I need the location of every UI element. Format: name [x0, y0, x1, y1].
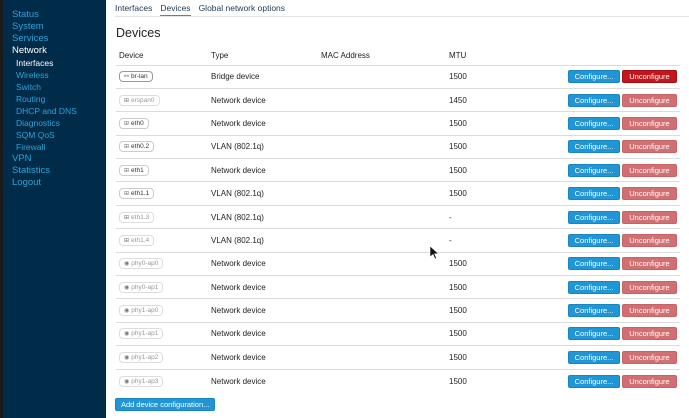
mtu-value: 1500 — [446, 322, 546, 345]
device-name: phy1-ap2 — [131, 353, 159, 361]
mtu-value: 1450 — [446, 88, 546, 111]
mtu-value: 1500 — [446, 135, 546, 158]
device-badge — [119, 71, 153, 82]
device-name: eth1.4 — [131, 236, 150, 244]
configure-button[interactable]: Configure... — [568, 70, 620, 83]
configure-button[interactable]: Configure... — [568, 211, 620, 224]
unconfigure-button[interactable]: Unconfigure — [622, 94, 677, 107]
device-cell — [116, 252, 208, 275]
device-badge — [119, 95, 160, 106]
device-badge — [119, 141, 154, 152]
tab-interfaces[interactable]: Interfaces — [115, 3, 153, 13]
configure-button[interactable]: Configure... — [568, 327, 620, 340]
table-row — [116, 299, 680, 322]
row-actions — [546, 205, 680, 228]
device-cell — [116, 346, 208, 369]
device-badge — [119, 328, 163, 339]
device-type: VLAN (802.1q) — [208, 205, 318, 228]
mtu-value: 1500 — [446, 346, 546, 369]
mac-address — [318, 65, 446, 88]
mac-address — [318, 88, 446, 111]
configure-button[interactable]: Configure... — [568, 281, 620, 294]
row-actions — [546, 88, 680, 111]
nav-item-logout[interactable]: Logout — [12, 177, 42, 188]
configure-button[interactable]: Configure... — [568, 164, 620, 177]
device-badge — [119, 352, 163, 363]
ethernet-port-icon: ⊞ — [124, 97, 130, 104]
device-name: eth0.2 — [131, 143, 150, 151]
mac-address — [318, 205, 446, 228]
device-name: phy1-ap3 — [131, 377, 159, 385]
device-badge — [119, 282, 163, 293]
mtu-value: 1500 — [446, 112, 546, 135]
row-actions — [546, 369, 680, 392]
row-actions — [546, 229, 680, 252]
mac-address — [318, 135, 446, 158]
configure-button[interactable]: Configure... — [568, 94, 620, 107]
mac-address — [318, 112, 446, 135]
main-menu — [12, 9, 77, 189]
unconfigure-button[interactable]: Unconfigure — [622, 117, 677, 130]
device-name: phy0-ap1 — [131, 283, 159, 291]
ethernet-port-icon: ⊞ — [124, 120, 130, 127]
nav-item-firewall[interactable]: Firewall — [16, 142, 46, 152]
device-name: eth1.1 — [131, 190, 150, 198]
tab-global-network-options[interactable]: Global network options — [198, 3, 286, 13]
mtu-value: - — [446, 229, 546, 252]
wifi-icon: ◉ — [124, 331, 130, 338]
mac-address — [318, 276, 446, 299]
table-row — [116, 88, 680, 111]
device-type: Network device — [208, 299, 318, 322]
nav-item-routing[interactable]: Routing — [16, 94, 46, 104]
mtu-value: 1500 — [446, 182, 546, 205]
device-cell — [116, 88, 208, 111]
device-name: phy1-ap0 — [131, 307, 159, 315]
device-name: br-lan — [131, 73, 148, 81]
device-name: phy1-ap1 — [131, 330, 159, 338]
row-actions — [546, 112, 680, 135]
wifi-icon: ◉ — [124, 261, 130, 268]
mac-address — [318, 299, 446, 322]
device-type: Network device — [208, 346, 318, 369]
ethernet-port-icon: ⊞ — [124, 237, 130, 244]
unconfigure-button[interactable]: Unconfigure — [622, 375, 677, 388]
unconfigure-button[interactable]: Unconfigure — [622, 281, 677, 294]
header-type: Type — [211, 51, 229, 61]
ethernet-port-icon: ⊞ — [124, 214, 130, 221]
nav-item-status[interactable]: Status — [12, 9, 39, 20]
row-actions — [546, 182, 680, 205]
unconfigure-button[interactable]: Unconfigure — [622, 70, 677, 83]
row-actions — [546, 346, 680, 369]
nav-item-dhcp-and-dns[interactable]: DHCP and DNS — [16, 106, 77, 116]
wifi-icon: ◉ — [124, 308, 130, 315]
sidebar — [0, 0, 106, 418]
mtu-value: 1500 — [446, 65, 546, 88]
mtu-value: 1500 — [446, 252, 546, 275]
wifi-icon: ◉ — [124, 284, 130, 291]
device-type: Network device — [208, 276, 318, 299]
device-type: Network device — [208, 322, 318, 345]
tab-divider — [115, 16, 689, 17]
device-badge — [119, 305, 163, 316]
mtu-value: 1500 — [446, 299, 546, 322]
mac-address — [318, 322, 446, 345]
unconfigure-button[interactable]: Unconfigure — [622, 211, 677, 224]
configure-button[interactable]: Configure... — [568, 375, 620, 388]
unconfigure-button[interactable]: Unconfigure — [622, 257, 677, 270]
row-actions — [546, 159, 680, 182]
device-badge — [119, 188, 154, 199]
mac-address — [318, 252, 446, 275]
row-actions — [546, 252, 680, 275]
device-cell — [116, 369, 208, 392]
device-cell — [116, 276, 208, 299]
header-actions — [546, 47, 680, 65]
mac-address — [318, 159, 446, 182]
mtu-value: 1500 — [446, 276, 546, 299]
row-actions — [546, 276, 680, 299]
unconfigure-button[interactable]: Unconfigure — [622, 304, 677, 317]
wifi-icon: ◉ — [124, 354, 130, 361]
device-type: Network device — [208, 159, 318, 182]
header-device: Device — [119, 51, 144, 61]
device-badge — [119, 212, 154, 223]
device-type: Network device — [208, 88, 318, 111]
table-row — [116, 369, 680, 392]
nav-item-sqm-qos[interactable]: SQM QoS — [16, 130, 55, 140]
device-cell — [116, 182, 208, 205]
configure-button[interactable]: Configure... — [568, 351, 620, 364]
row-actions — [546, 322, 680, 345]
tab-devices[interactable]: Devices — [160, 3, 190, 17]
device-cell — [116, 322, 208, 345]
unconfigure-button[interactable]: Unconfigure — [622, 187, 677, 200]
nav-item-network[interactable]: Network — [12, 45, 47, 56]
device-name: phy0-ap0 — [131, 260, 159, 268]
mac-address — [318, 229, 446, 252]
ethernet-port-icon: ⊞ — [124, 167, 130, 174]
nav-item-wireless[interactable]: Wireless — [16, 70, 49, 80]
table-row — [116, 112, 680, 135]
unconfigure-button[interactable]: Unconfigure — [622, 234, 677, 247]
mac-address — [318, 182, 446, 205]
mtu-value: - — [446, 205, 546, 228]
device-badge — [119, 118, 149, 129]
table-row — [116, 322, 680, 345]
device-type: Bridge device — [208, 65, 318, 88]
configure-button[interactable]: Configure... — [568, 304, 620, 317]
table-row — [116, 135, 680, 158]
nav-item-vpn[interactable]: VPN — [12, 153, 32, 164]
device-type: VLAN (802.1q) — [208, 229, 318, 252]
unconfigure-button[interactable]: Unconfigure — [622, 140, 677, 153]
device-name: eth1 — [131, 166, 144, 174]
add-device-configuration-button[interactable]: Add device configuration... — [115, 398, 215, 411]
row-actions — [546, 65, 680, 88]
configure-button[interactable]: Configure... — [568, 257, 620, 270]
device-cell — [116, 159, 208, 182]
table-row — [116, 205, 680, 228]
table-row — [116, 159, 680, 182]
table-row — [116, 65, 680, 88]
header-mtu: MTU — [449, 51, 467, 61]
device-cell — [116, 112, 208, 135]
tab-bar — [115, 3, 285, 17]
device-name: erspan0 — [131, 96, 155, 104]
configure-button[interactable]: Configure... — [568, 234, 620, 247]
main-content — [106, 0, 689, 418]
nav-item-services[interactable]: Services — [12, 33, 49, 44]
device-badge — [119, 258, 163, 269]
device-type: Network device — [208, 252, 318, 275]
nav-item-interfaces[interactable]: Interfaces — [16, 58, 54, 68]
table-row — [116, 252, 680, 275]
mtu-value: 1500 — [446, 159, 546, 182]
table-row — [116, 276, 680, 299]
mac-address — [318, 369, 446, 392]
device-cell — [116, 135, 208, 158]
table-row — [116, 346, 680, 369]
header-mac-address: MAC Address — [321, 51, 370, 61]
device-name: eth0 — [131, 119, 144, 127]
nav-item-diagnostics[interactable]: Diagnostics — [16, 118, 60, 128]
ethernet-port-icon: ⊞ — [124, 191, 130, 198]
table-row — [116, 182, 680, 205]
unconfigure-button[interactable]: Unconfigure — [622, 327, 677, 340]
nav-item-statistics[interactable]: Statistics — [12, 165, 51, 176]
device-cell — [116, 205, 208, 228]
table-row — [116, 229, 680, 252]
mtu-value: 1500 — [446, 369, 546, 392]
row-actions — [546, 135, 680, 158]
device-type: VLAN (802.1q) — [208, 182, 318, 205]
device-type: Network device — [208, 112, 318, 135]
nav-item-switch[interactable]: Switch — [16, 82, 42, 92]
device-cell — [116, 229, 208, 252]
device-badge — [119, 376, 163, 387]
device-badge — [119, 235, 154, 246]
ethernet-port-icon: ⊞ — [124, 144, 130, 151]
device-type: Network device — [208, 369, 318, 392]
table-header-row — [116, 47, 680, 65]
device-cell — [116, 65, 208, 88]
devices-table — [116, 47, 680, 392]
window-edge — [0, 0, 3, 418]
nav-item-system[interactable]: System — [12, 21, 44, 32]
device-badge — [119, 165, 149, 176]
configure-button[interactable]: Configure... — [568, 140, 620, 153]
device-cell — [116, 299, 208, 322]
configure-button[interactable]: Configure... — [568, 187, 620, 200]
wifi-icon: ◉ — [124, 378, 130, 385]
row-actions — [546, 299, 680, 322]
configure-button[interactable]: Configure... — [568, 117, 620, 130]
bridge-icon: ⚯ — [124, 74, 130, 81]
mac-address — [318, 346, 446, 369]
unconfigure-button[interactable]: Unconfigure — [622, 164, 677, 177]
device-name: eth1.3 — [131, 213, 150, 221]
page-title: Devices — [116, 26, 161, 40]
device-type: VLAN (802.1q) — [208, 135, 318, 158]
unconfigure-button[interactable]: Unconfigure — [622, 351, 677, 364]
